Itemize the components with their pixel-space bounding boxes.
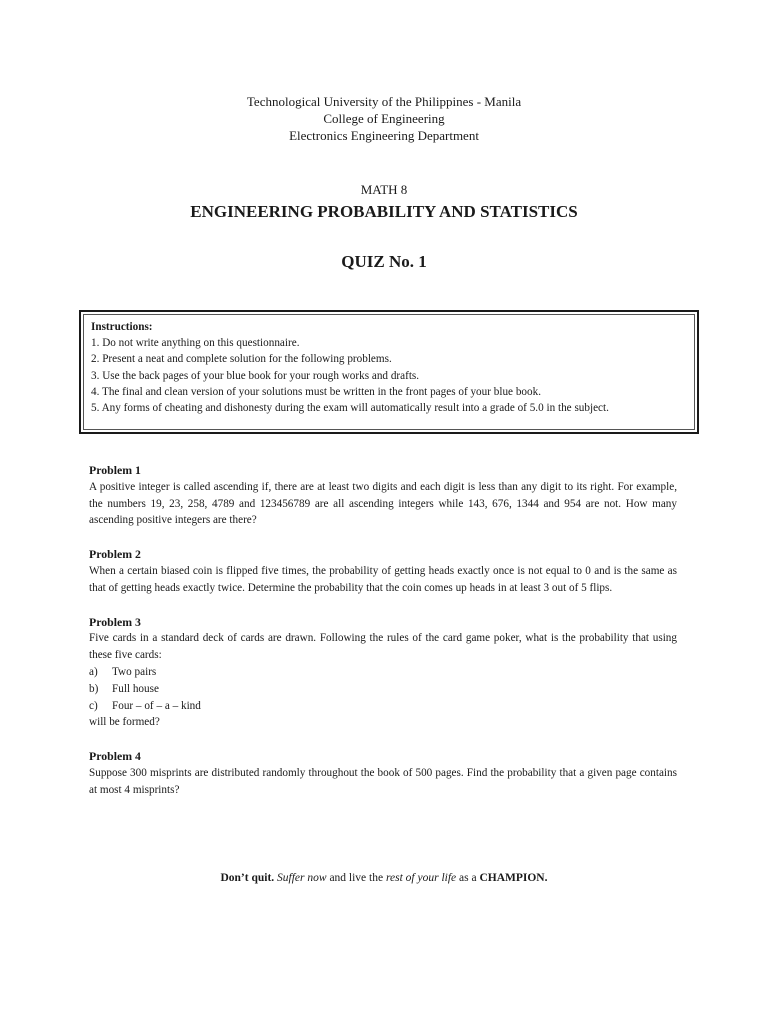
footer-part-3: and live the (329, 872, 384, 884)
problem-2 (89, 546, 677, 596)
motivational-footer (0, 872, 768, 884)
problem-title: Problem 4 (89, 749, 141, 764)
instruction-item: 3. Use the back pages of your blue book for your rough works and drafts. (91, 369, 420, 382)
problem-title: Problem 2 (89, 547, 141, 562)
footer-part-4: rest of your life (385, 872, 457, 884)
problem-title: Problem 1 (89, 463, 141, 477)
footer-part-2: Suffer now (277, 872, 327, 884)
document-header (0, 93, 768, 144)
problem-text: Five cards in a standard deck of cards are drawn. Following the rules of the card game poker, what is the probability that using these five cards: (89, 632, 677, 662)
choice-label: Two pairs (112, 665, 157, 678)
choice-list (89, 664, 677, 714)
problem-closing: will be formed? (89, 716, 160, 729)
instructions-box (79, 310, 699, 434)
footer-part-1: Don’t quit. (220, 872, 275, 884)
college-name: College of Engineering (323, 111, 445, 126)
choice-label: Four – of – a – kind (112, 699, 201, 712)
instruction-item: 2. Present a neat and complete solution for the following problems. (91, 353, 392, 366)
university-name: Technological University of the Philippines - Manila (246, 94, 522, 109)
problem-text: Suppose 300 misprints are distributed randomly throughout the book of 500 pages. Find the probability that a given page contains at most 4 misprints? (89, 766, 677, 796)
problem-1 (89, 462, 677, 529)
quiz-title: QUIZ No. 1 (341, 252, 427, 271)
course-title: ENGINEERING PROBABILITY AND STATISTICS (190, 202, 578, 221)
choice-item (89, 664, 677, 681)
instruction-item: 4. The final and clean version of your solutions must be written in the front pages of your blue book. (91, 385, 541, 398)
problem-title: Problem 3 (89, 614, 141, 629)
problems-section (89, 462, 677, 816)
footer-part-5: as a (459, 872, 477, 884)
choice-item (89, 681, 677, 698)
choice-item (89, 698, 677, 715)
instruction-item: 1. Do not write anything on this questionnaire. (91, 337, 300, 350)
choice-marker: a) (89, 665, 98, 678)
course-code: MATH 8 (360, 182, 408, 197)
problem-4 (89, 748, 677, 798)
problem-text: A positive integer is called ascending if, there are at least two digits and each digit is less than any digit to its right. For example, the numbers 19, 23, 258, 4789 and 123456789 are all ascending integers while 143, 676, 1344 and 954 are not. How many ascending positive integers are there? (89, 480, 677, 527)
problem-text: When a certain biased coin is flipped five times, the probability of getting heads exactly once is not equal to 0 and is the same as that of getting heads exactly twice. Determine the probability that the coin comes up heads in at least 3 out of 5 flips. (89, 564, 677, 594)
problem-3 (89, 614, 677, 732)
instructions-heading: Instructions: (91, 321, 153, 333)
instruction-item: 5. Any forms of cheating and dishonesty during the exam will automatically result into a grade of 5.0 in the subject. (91, 402, 609, 415)
choice-label: Full house (112, 682, 159, 695)
choice-marker: c) (89, 699, 98, 712)
footer-part-6: CHAMPION. (479, 872, 548, 884)
choice-marker: b) (89, 682, 99, 695)
department-name: Electronics Engineering Department (289, 128, 479, 143)
